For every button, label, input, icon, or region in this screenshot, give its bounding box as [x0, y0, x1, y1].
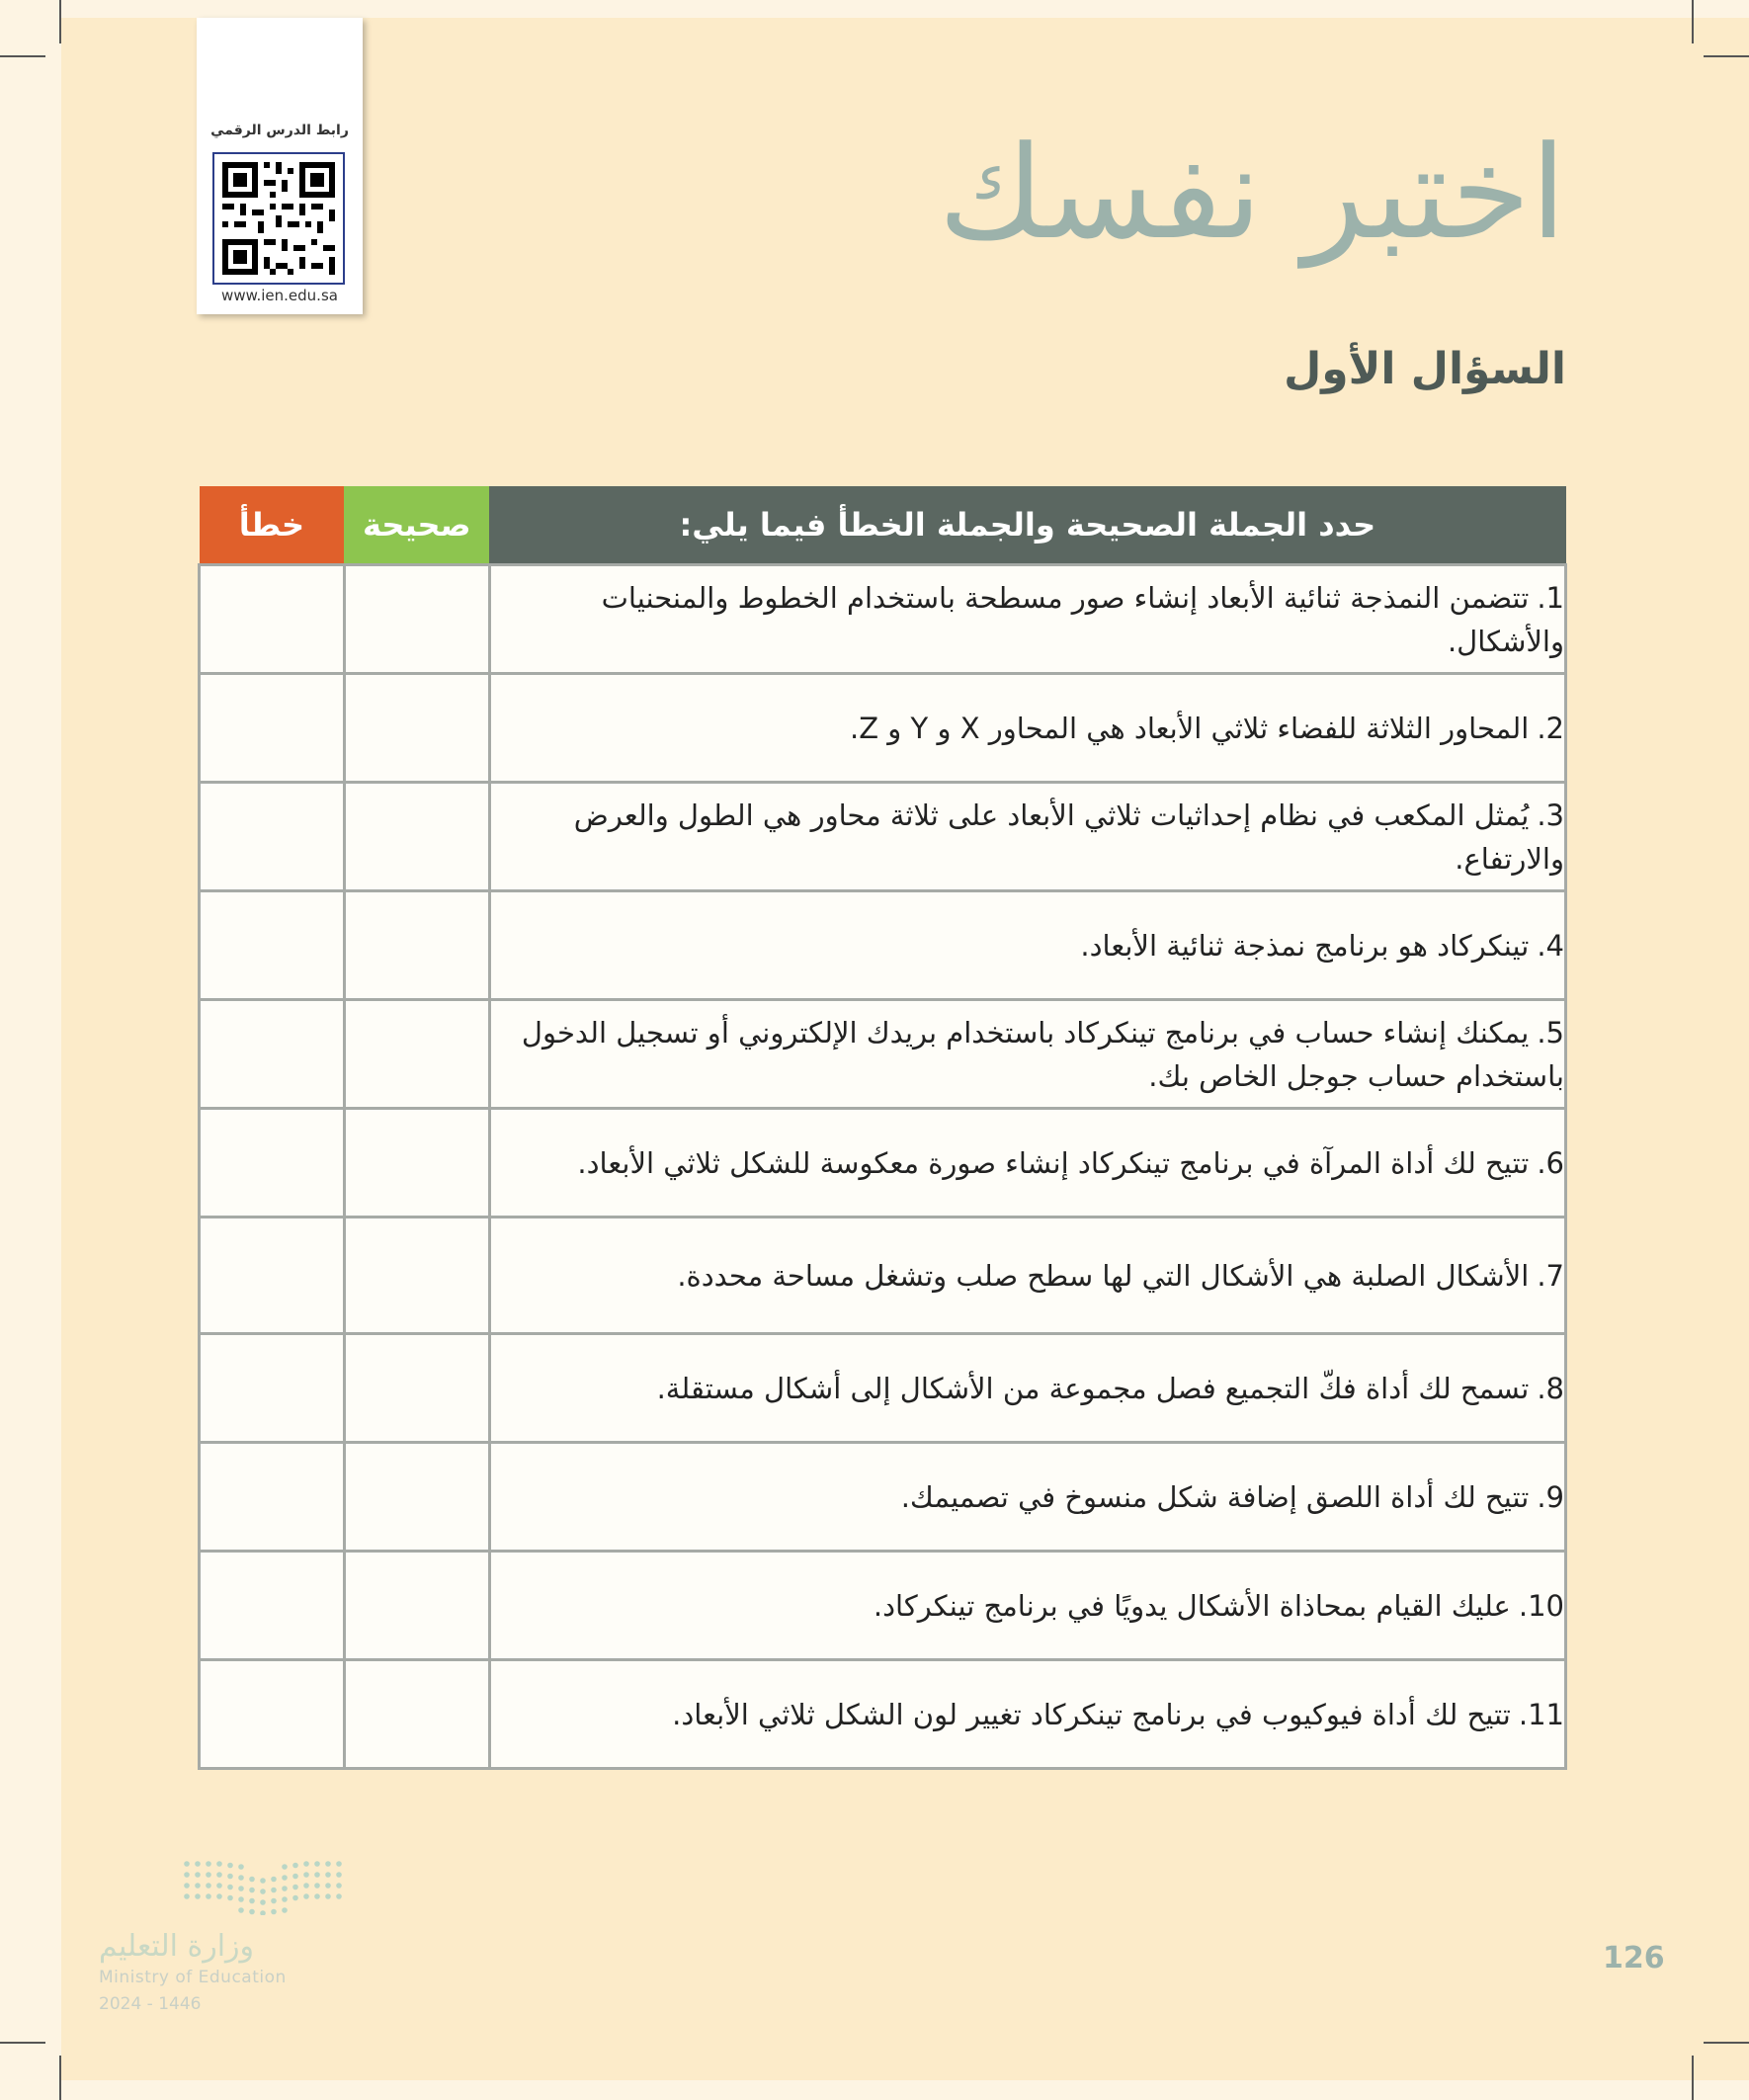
statement-number: 3.	[1537, 798, 1564, 832]
logo-dot	[216, 1861, 222, 1867]
logo-dot	[195, 1861, 201, 1867]
true-answer-cell[interactable]	[344, 1218, 489, 1334]
logo-dot	[282, 1907, 288, 1913]
statement-number: 6.	[1537, 1145, 1564, 1180]
statement-text: عليك القيام بمحاذاة الأشكال يدويًا في برنامج تينكركاد.	[873, 1588, 1511, 1623]
statement-cell	[489, 1000, 1565, 1109]
statement-number: 4.	[1537, 928, 1564, 963]
true-answer-cell[interactable]	[344, 783, 489, 891]
false-answer-cell[interactable]	[200, 1000, 345, 1109]
header-statement: حدد الجملة الصحيحة والجملة الخطأ فيما يلي:	[489, 486, 1565, 565]
logo-dot	[216, 1872, 222, 1878]
true-answer-cell[interactable]	[344, 1552, 489, 1660]
logo-dot	[206, 1872, 211, 1878]
logo-dot	[184, 1861, 190, 1867]
qr-card[interactable]	[197, 18, 363, 314]
true-answer-cell[interactable]	[344, 1000, 489, 1109]
false-answer-cell[interactable]	[200, 1109, 345, 1218]
table-row	[200, 565, 1566, 674]
table-row	[200, 891, 1566, 1000]
logo-dot	[314, 1883, 320, 1889]
logo-dot	[325, 1893, 331, 1899]
statement-cell	[489, 1218, 1565, 1334]
true-answer-cell[interactable]	[344, 891, 489, 1000]
false-answer-cell[interactable]	[200, 783, 345, 891]
table-row	[200, 1109, 1566, 1218]
true-answer-cell[interactable]	[344, 565, 489, 674]
crop-mark	[1692, 2056, 1694, 2100]
logo-dot	[271, 1888, 277, 1893]
ministry-name-ar: وزارة التعليم	[99, 1929, 255, 1964]
logo-dot	[336, 1872, 342, 1878]
qr-url[interactable]: www.ien.edu.sa	[221, 287, 338, 304]
logo-dot	[184, 1893, 190, 1899]
false-answer-cell[interactable]	[200, 565, 345, 674]
table-row	[200, 1552, 1566, 1660]
statement-cell	[489, 1552, 1565, 1660]
false-answer-cell[interactable]	[200, 1660, 345, 1769]
statement-cell	[489, 1334, 1565, 1443]
qr-caption: رابط الدرس الرقمي	[210, 123, 349, 138]
statement-text: الأشكال الصلبة هي الأشكال التي لها سطح صلب وتشغل مساحة محددة.	[677, 1258, 1530, 1293]
table-row	[200, 1660, 1566, 1769]
statement-number: 5.	[1537, 1015, 1564, 1050]
crop-mark	[0, 2042, 45, 2044]
logo-dot	[227, 1874, 233, 1880]
statement-cell	[489, 674, 1565, 783]
logo-dot	[184, 1872, 190, 1878]
statement-text: تتيح لك أداة فيوكيوب في برنامج تينكركاد تغيير لون الشكل ثلاثي الأبعاد.	[672, 1697, 1511, 1731]
ministry-logo-icon	[181, 1858, 351, 1915]
true-answer-cell[interactable]	[344, 1334, 489, 1443]
crop-mark	[1692, 0, 1694, 43]
true-false-table	[198, 486, 1567, 1770]
page-number: 126	[1603, 1941, 1665, 1975]
header-false: خطأ	[200, 486, 345, 565]
logo-dot	[336, 1893, 342, 1899]
statement-text: تتيح لك أداة اللصق إضافة شكل منسوخ في تصميمك.	[900, 1479, 1530, 1514]
logo-dot	[227, 1863, 233, 1869]
logo-dot	[238, 1875, 244, 1881]
table-row	[200, 1000, 1566, 1109]
qr-code-icon[interactable]	[212, 152, 345, 285]
table-row	[200, 783, 1566, 891]
logo-dot	[325, 1872, 331, 1878]
ministry-name-en: Ministry of Education	[99, 1968, 287, 1987]
crop-mark	[1704, 55, 1749, 57]
statement-text: تينكركاد هو برنامج نمذجة ثنائية الأبعاد.	[1080, 928, 1530, 963]
table-header-row	[200, 486, 1566, 565]
true-answer-cell[interactable]	[344, 1109, 489, 1218]
logo-dot	[227, 1885, 233, 1890]
crop-mark	[59, 0, 61, 43]
logo-dot	[238, 1886, 244, 1891]
logo-dot	[260, 1889, 266, 1894]
logo-dot	[216, 1883, 222, 1889]
logo-dot	[206, 1883, 211, 1889]
statement-text: تتضمن النمذجة ثنائية الأبعاد إنشاء صور مسطحة باستخدام الخطوط والمنحنيات والأشكال.	[601, 580, 1564, 658]
statement-number: 10.	[1518, 1588, 1564, 1623]
true-answer-cell[interactable]	[344, 674, 489, 783]
logo-dot	[238, 1864, 244, 1870]
statement-cell	[489, 783, 1565, 891]
logo-dot	[282, 1896, 288, 1902]
statement-number: 8.	[1537, 1371, 1564, 1405]
crop-mark	[1704, 2042, 1749, 2044]
logo-dot	[216, 1893, 222, 1899]
statement-cell	[489, 1443, 1565, 1552]
statement-number: 7.	[1537, 1258, 1564, 1293]
logo-dot	[249, 1909, 255, 1915]
statement-cell	[489, 1109, 1565, 1218]
logo-dot	[271, 1898, 277, 1904]
logo-dot	[238, 1896, 244, 1902]
logo-dot	[303, 1883, 309, 1889]
logo-dot	[292, 1874, 298, 1880]
question-heading: السؤال الأول	[1284, 344, 1566, 394]
false-answer-cell[interactable]	[200, 674, 345, 783]
logo-dot	[249, 1888, 255, 1893]
logo-dot	[206, 1893, 211, 1899]
logo-dot	[314, 1893, 320, 1899]
statement-number: 9.	[1537, 1479, 1564, 1514]
logo-dot	[249, 1877, 255, 1883]
logo-dot	[282, 1886, 288, 1891]
false-answer-cell[interactable]	[200, 1334, 345, 1443]
logo-dot	[206, 1861, 211, 1867]
table-row	[200, 1218, 1566, 1334]
logo-dot	[282, 1875, 288, 1881]
false-answer-cell[interactable]	[200, 1443, 345, 1552]
statement-text: تتيح لك أداة المرآة في برنامج تينكركاد إنشاء صورة معكوسة للشكل ثلاثي الأبعاد.	[577, 1145, 1530, 1180]
logo-dot	[292, 1863, 298, 1869]
statement-cell	[489, 1660, 1565, 1769]
logo-dot	[227, 1895, 233, 1901]
logo-dot	[314, 1872, 320, 1878]
table-row	[200, 674, 1566, 783]
statement-text: تسمح لك أداة فكّ التجميع فصل مجموعة من الأشكال إلى أشكال مستقلة.	[656, 1371, 1530, 1405]
logo-dot	[325, 1883, 331, 1889]
table-row	[200, 1334, 1566, 1443]
logo-dot	[195, 1872, 201, 1878]
table-row	[200, 1443, 1566, 1552]
statement-number: 1.	[1537, 580, 1564, 615]
logo-dot	[292, 1885, 298, 1890]
false-answer-cell[interactable]	[200, 1218, 345, 1334]
logo-dot	[336, 1883, 342, 1889]
false-answer-cell[interactable]	[200, 891, 345, 1000]
logo-dot	[184, 1883, 190, 1889]
logo-dot	[238, 1907, 244, 1913]
statement-number: 11.	[1518, 1697, 1564, 1731]
page-title: اختبر نفسك	[938, 118, 1566, 268]
true-answer-cell[interactable]	[344, 1660, 489, 1769]
crop-mark	[59, 2056, 61, 2100]
statement-cell	[489, 891, 1565, 1000]
crop-mark	[0, 55, 45, 57]
logo-dot	[260, 1878, 266, 1884]
statement-cell	[489, 565, 1565, 674]
logo-dot	[303, 1861, 309, 1867]
logo-dot	[195, 1893, 201, 1899]
statement-text: المحاور الثلاثة للفضاء ثلاثي الأبعاد هي المحاور X و Y و Z.	[849, 711, 1530, 745]
logo-dot	[282, 1864, 288, 1870]
statement-text: يُمثل المكعب في نظام إحداثيات ثلاثي الأبعاد على ثلاثة محاور هي الطول والعرض والارتفاع.	[573, 798, 1564, 876]
edition-year: 2024 - 1446	[99, 1994, 202, 2014]
logo-dot	[303, 1872, 309, 1878]
logo-dot	[195, 1883, 201, 1889]
logo-dot	[303, 1893, 309, 1899]
header-true: صحيحة	[344, 486, 489, 565]
logo-dot	[271, 1909, 277, 1915]
logo-dot	[249, 1898, 255, 1904]
table-body	[200, 565, 1566, 1769]
logo-dot	[336, 1861, 342, 1867]
statement-text: يمكنك إنشاء حساب في برنامج تينكركاد باستخدام بريدك الإلكتروني أو تسجيل الدخول باستخدام حساب جوجل الخاص بك.	[521, 1015, 1564, 1093]
logo-dot	[260, 1899, 266, 1905]
logo-dot	[325, 1861, 331, 1867]
false-answer-cell[interactable]	[200, 1552, 345, 1660]
logo-dot	[260, 1910, 266, 1915]
logo-dot	[314, 1861, 320, 1867]
logo-dot	[271, 1877, 277, 1883]
true-answer-cell[interactable]	[344, 1443, 489, 1552]
statement-number: 2.	[1537, 711, 1564, 745]
logo-dot	[292, 1895, 298, 1901]
